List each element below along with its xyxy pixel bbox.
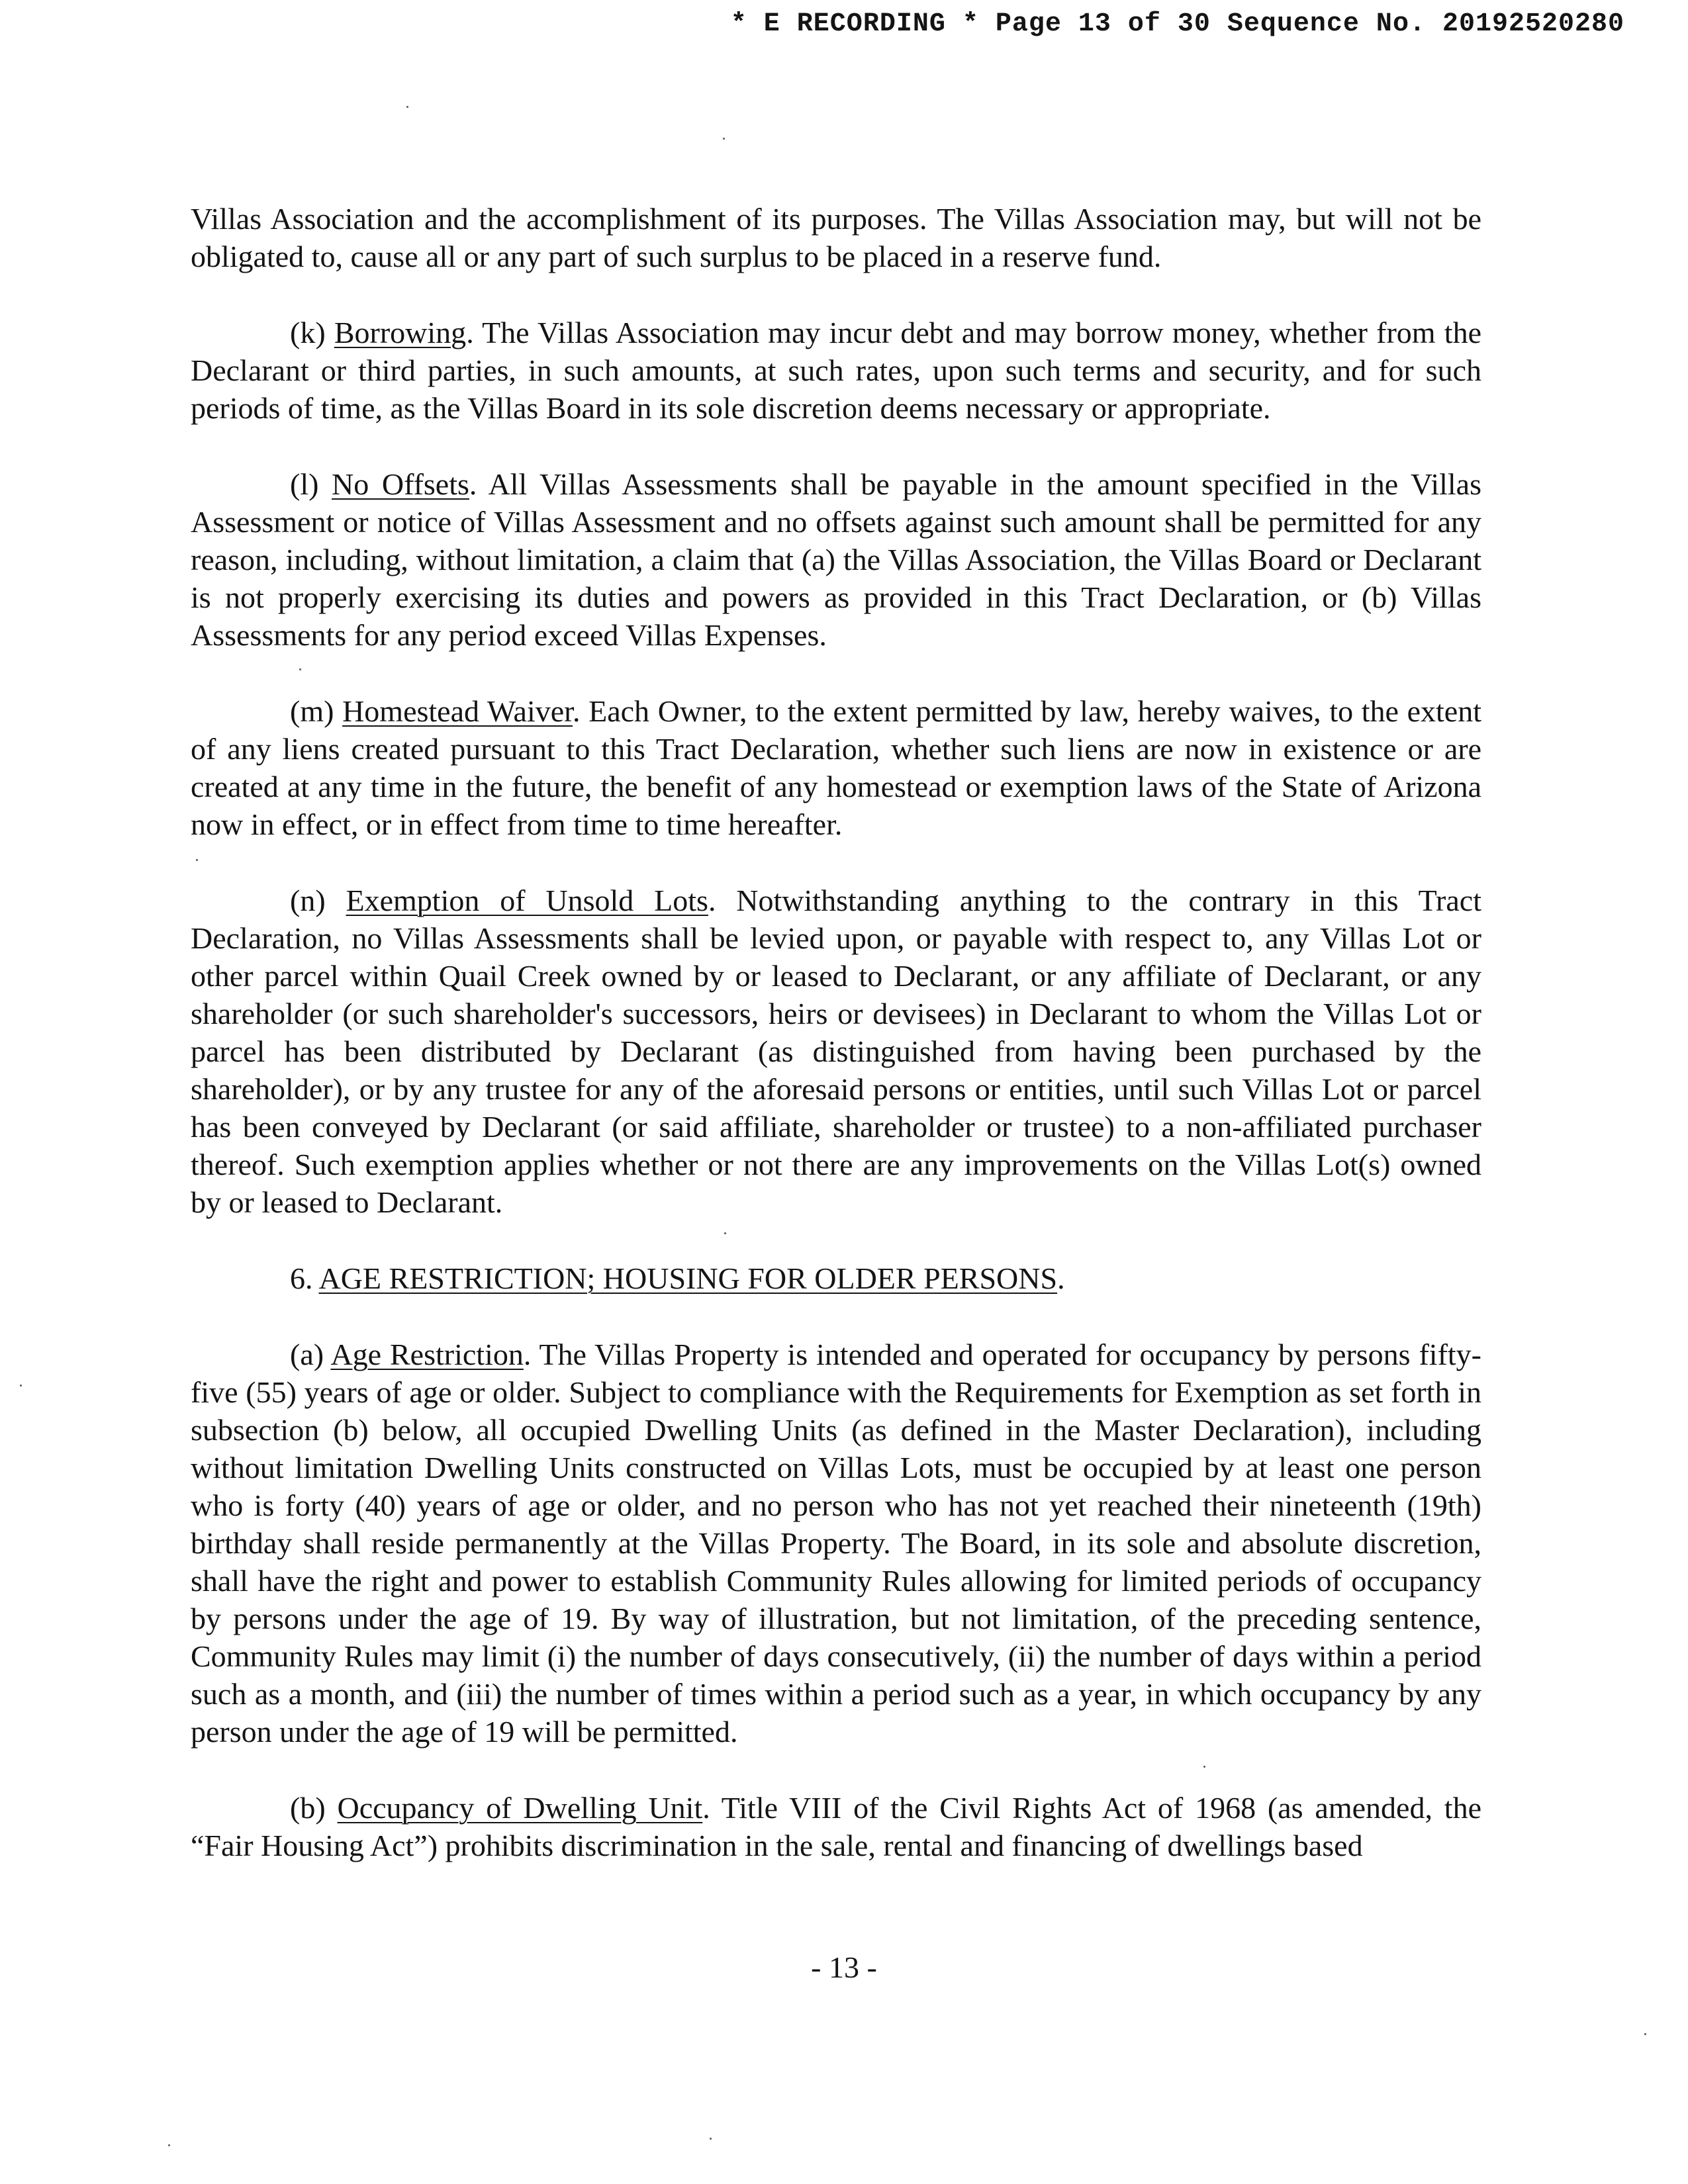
paragraph-m-body: . Each Owner, to the extent permitted by law, hereby waives, to the extent of any liens created pursuant to this Tract Declaration, whether such liens are now in existence or are created at any time in the future, the benefit of any homestead or exemption laws of the State of Arizona now in effect, or in effect from time to time hereafter. [191, 694, 1482, 841]
paragraph-l-body: . All Villas Assessments shall be payable in the amount specified in the Villas Assessment or notice of Villas Assessment and no offsets against such amount shall be permitted for any reason, including, without limitation, a claim that (a) the Villas Association, the Villas Board or Declarant is not properly exercising its duties and powers as provided in this Tract Declaration, or (b) Villas Assessments for any period exceed Villas Expenses. [191, 467, 1481, 652]
paragraph-a-body: . The Villas Property is intended and operated for occupancy by persons fifty-five (55) years of age or older. Subject to compliance with the Requirements for Exemption as set forth in subsection (b) below, all occupied Dwelling Units (as defined in the Master Declaration), including without limitation Dwelling Units constructed on Villas Lots, must be occupied by at least one person who is forty (40) years of age or older, and no person who has not yet reached their nineteenth (19th) birthday shall reside permanently at the Villas Property. The Board, in its sole and absolute discretion, shall have the right and power to establish Community Rules allowing for limited periods of occupancy by persons under the age of 19. By way of illustration, but not limitation, of the preceding sentence, Community Rules may limit (i) the number of days consecutively, (ii) the number of days within a period such as a month, and (iii) the number of times within a period such as a year, in which occupancy by any person under the age of 19 will be permitted. [191, 1338, 1481, 1749]
paragraph-m-label: (m) [290, 694, 343, 728]
scan-speck [406, 106, 408, 108]
paragraph-b-label: (b) [290, 1791, 338, 1825]
paragraph-a-title: Age Restriction [330, 1338, 524, 1371]
scan-speck [710, 2138, 712, 2140]
section-6-title: AGE RESTRICTION; HOUSING FOR OLDER PERSONS [318, 1261, 1058, 1295]
paragraph-n-exemption-unsold-lots [191, 882, 1481, 1221]
scan-speck [1203, 1766, 1205, 1768]
scan-speck [1644, 2033, 1646, 2035]
paragraph-b-title: Occupancy of Dwelling Unit [337, 1791, 703, 1825]
scan-speck [724, 1232, 726, 1234]
scan-speck [196, 859, 198, 861]
scan-speck [299, 668, 301, 670]
paragraph-n-body: . Notwithstanding anything to the contrary in this Tract Declaration, no Villas Assessments shall be levied upon, or payable with respect to, any Villas Lot or other parcel within Quail Creek owned by or leased to Declarant, or any affiliate of Declarant, or any shareholder (or such shareholder's successors, heirs or devisees) in Declarant to whom the Villas Lot or parcel has been distributed by Declarant (as distinguished from having been purchased by the shareholder), or by any trustee for any of the aforesaid persons or entities, until such Villas Lot or parcel has been conveyed by Declarant (or said affiliate, shareholder or trustee) to a non-affiliated purchaser thereof. Such exemption applies whether or not there are any improvements on the Villas Lot(s) owned by or leased to Declarant. [191, 884, 1481, 1219]
paragraph-k-borrowing [191, 314, 1481, 427]
page-body [191, 200, 1481, 1864]
paragraph-b-body: . Title VIII of the Civil Rights Act of 1968 (as amended, the “Fair Housing Act”) prohibits discrimination in the sale, rental and financing of dwellings based [191, 1791, 1481, 1862]
paragraph-l-title: No Offsets [332, 467, 469, 501]
paragraph-m-homestead-waiver [191, 692, 1481, 843]
paragraph-m-title: Homestead Waiver [342, 694, 573, 728]
scan-speck [20, 1385, 22, 1387]
paragraph-continuation: Villas Association and the accomplishment of its purposes. The Villas Association may, but will not be obligated to, cause all or any part of such surplus to be placed in a reserve fund. [191, 202, 1481, 273]
paragraph-l-no-offsets [191, 465, 1481, 654]
section-6-number: 6. [290, 1261, 319, 1295]
paragraph-a-age-restriction [191, 1336, 1481, 1751]
section-6-heading [191, 1259, 1481, 1297]
paragraph-k-title: Borrowing [334, 316, 467, 349]
paragraph-k-label: (k) [290, 316, 334, 349]
paragraph-n-title: Exemption of Unsold Lots [346, 884, 708, 917]
section-6-end: . [1057, 1261, 1065, 1295]
paragraph-k-body: . The Villas Association may incur debt and may borrow money, whether from the Declarant or third parties, in such amounts, at such rates, upon such terms and security, and for such periods of time, as the Villas Board in its sole discretion deems necessary or appropriate. [191, 316, 1481, 425]
paragraph-l-label: (l) [290, 467, 332, 501]
paragraph-n-label: (n) [290, 884, 346, 917]
paragraph-a-label: (a) [290, 1338, 331, 1371]
page-number: - 13 - [811, 1950, 877, 1984]
scan-speck [168, 2144, 170, 2146]
paragraph-b-occupancy [191, 1789, 1481, 1864]
recording-header: * E RECORDING * Page 13 of 30 Sequence No. 20192520280 [730, 9, 1624, 39]
scan-speck [723, 138, 725, 140]
